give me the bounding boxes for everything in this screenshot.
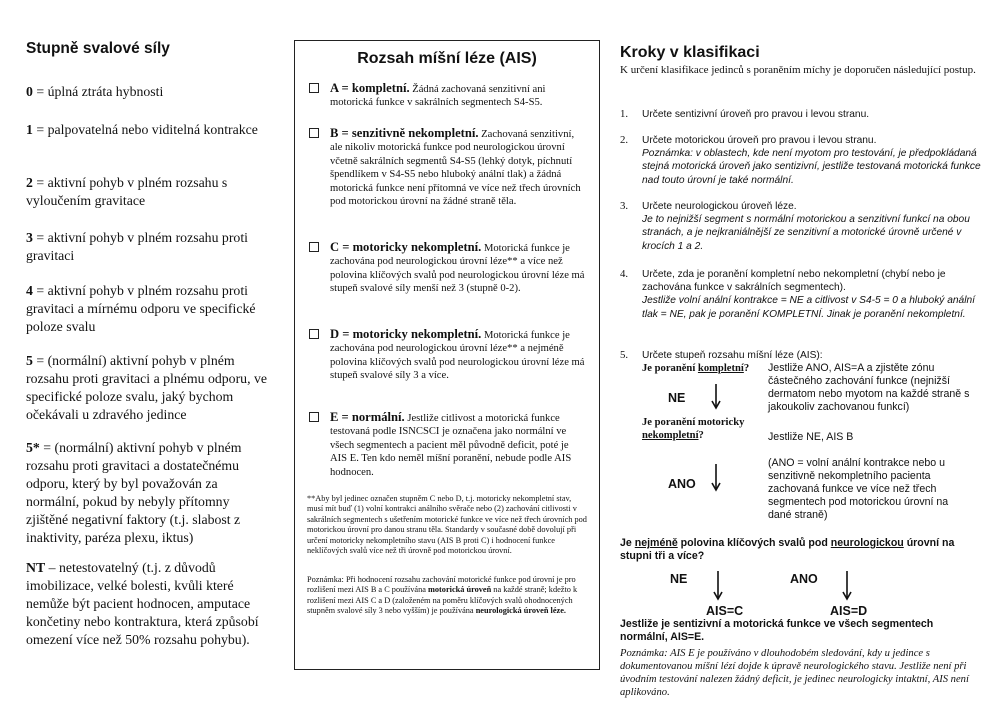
grade-key: 2 bbox=[26, 175, 33, 190]
q-text: úrovní na stupni tři a více? bbox=[620, 537, 955, 562]
grade-key: 3 bbox=[26, 230, 33, 245]
step-note: Je to nejnižší segment s normální motorickou a senzitivní funkcí na obou stranách, a je nejkraniálnější ze senzitivní a motorické úrovně určené v krocích 1 a 2. bbox=[642, 214, 970, 252]
grade-key: 4 bbox=[26, 283, 33, 298]
step-text: Určete neurologickou úroveň léze. bbox=[642, 201, 797, 212]
question-motor-incomplete bbox=[642, 416, 762, 442]
grade-4 bbox=[26, 282, 274, 336]
muscle-grades-title: Stupně svalové síly bbox=[26, 40, 170, 57]
q-underlined: kompletní bbox=[697, 363, 744, 374]
step-4 bbox=[620, 268, 982, 321]
grade-text: = aktivní pohyb v plném rozsahu s vyloučením gravitace bbox=[26, 175, 228, 208]
grade-5-star bbox=[26, 439, 274, 547]
ais-item-a bbox=[309, 82, 587, 110]
checkbox[interactable] bbox=[309, 412, 319, 422]
grade-3 bbox=[26, 229, 274, 265]
checkbox[interactable] bbox=[309, 329, 319, 339]
answer-ne-2: NE bbox=[670, 572, 688, 586]
ano-definition-note: (ANO = volní anální kontrakce nebo u senzitivně nekompletního pacienta zachovaná funkce ve více než třech segmentech pod motorickou úrovní na dané straně) bbox=[768, 457, 949, 521]
step-text: Určete stupeň rozsahu míšní léze (AIS): bbox=[642, 350, 823, 361]
q-text: polovina klíčových svalů pod bbox=[677, 537, 831, 549]
ais-item-head: C = motoricky nekompletní. bbox=[330, 240, 482, 254]
q-underlined: nekompletní bbox=[642, 430, 699, 441]
grade-text: – netestovatelný (t.j. z důvodů imobilizace, velké bolesti, kvůli které nemůže být pacient hodnocen, amputace končetiny nebo kontraktura, která způsobí omezení více než 50% rozsahu pohybu). bbox=[26, 560, 259, 647]
note-bold: motorická úroveň bbox=[427, 585, 492, 595]
ais-item-head: B = senzitivně nekompletní. bbox=[330, 126, 479, 140]
grade-key: 1 bbox=[26, 122, 33, 137]
step-text: Určete, zda je poranění kompletní nebo nekompletní (chybí nebo je zachována funkce v sakrálních segmentech). bbox=[642, 269, 946, 294]
grade-key: 5* bbox=[26, 440, 40, 455]
note-text: Poznámka: Při hodnocení rozsahu zachování motorické funkce pod úrovní je pro rozlišení mezi AIS B a C používána bbox=[307, 575, 576, 595]
step-number: 3. bbox=[620, 200, 629, 212]
steps-intro: K určení klasifikace jedinců s poraněním míchy je doporučen následující postup. bbox=[620, 64, 976, 76]
q-text: ? bbox=[698, 430, 704, 441]
result-ais-d: AIS=D bbox=[830, 604, 868, 618]
grade-text: = úplná ztráta hybnosti bbox=[32, 84, 164, 99]
classification-steps-column bbox=[620, 44, 982, 698]
note-text: na každé straně; kdežto k rozlišení mezi AIS C a D (založeném na poměru klíčových svalů ohodnocených stupněm svalové síly 3 nebo vyšším) je používána bbox=[307, 585, 578, 616]
q-text: Je poranění motoricky bbox=[642, 417, 745, 428]
step-note: Poznámka: v oblastech, kde není myotom pro testování, je předpokládaná stejná motorická úroveň jako sentizivní, jestliže testovaná motorická funkce nad touto úrovní je také normální. bbox=[642, 148, 981, 186]
grade-text: = aktivní pohyb v plném rozsahu proti gravitaci bbox=[26, 230, 248, 263]
ais-item-text: Žádná zachovaná senzitivní ani motorická funkce v sakrálních segmentech S4-S5. bbox=[330, 84, 546, 109]
final-note: Poznámka: AIS E je používáno v dlouhodobém sledování, kdy u jedince s dokumentovanou míšní lézí dojde k úpravě neurologického stavu. Jestliže není při úvodním testování nalezen žádný deficit, je jedinec neurologicky intaktní, AIS není aplikováno. bbox=[620, 648, 969, 698]
q-text: ? bbox=[743, 363, 750, 374]
steps-title: Kroky v klasifikaci bbox=[620, 44, 760, 61]
answer-ano-1: ANO bbox=[668, 477, 696, 491]
grade-text: = (normální) aktivní pohyb v plném rozsahu proti gravitaci a dostatečnému odporu, který by byl považován za normální, pokud by nebyly přítomny zjištěné negativní faktory (t.j. slabost z inaktivity, paréza plexu, iktus) bbox=[26, 440, 242, 545]
result-ais-c: AIS=C bbox=[706, 604, 744, 618]
grade-text: = (normální) aktivní pohyb v plném rozsahu proti gravitaci a plnému odporu, ve specifické poloze svalu, jaký bychom očekávali u zdravého jedince bbox=[26, 353, 267, 422]
grade-key: 5 bbox=[26, 353, 33, 368]
step-number: 1. bbox=[620, 108, 629, 120]
ais-title: Rozsah míšní léze (AIS) bbox=[357, 50, 537, 67]
grade-key: NT bbox=[26, 560, 46, 575]
ais-item-head: A = kompletní. bbox=[330, 81, 410, 95]
note-bold: neurologická úroveň léze. bbox=[475, 606, 566, 616]
grade-text: = aktivní pohyb v plném rozsahu proti gravitaci a mírnému odporu ve specifické poloze svalu bbox=[26, 283, 256, 334]
q-underlined: neurologickou bbox=[830, 537, 904, 549]
grade-nt bbox=[26, 559, 274, 649]
step-text: Určete motorickou úroveň pro pravou i levou stranu. bbox=[642, 135, 877, 146]
ais-item-head: D = motoricky nekompletní. bbox=[330, 327, 482, 341]
muscle-grades-column bbox=[26, 40, 274, 647]
step-number: 5. bbox=[620, 349, 629, 361]
step-note: Jestliže volní anální kontrakce = NE a citlivost v S4-5 = 0 a hluboký anální tlak = NE, pak je poranění KOMPLETNÍ. Jinak je poranění nekompletní. bbox=[642, 295, 975, 320]
step-number: 2. bbox=[620, 134, 629, 146]
ais-footnote-1: **Aby byl jedinec označen stupněm C nebo D, t.j. motoricky nekompletní stav, musí mít buď (1) volní kontrakci análního svěrače nebo (2) zachování citlivosti v sakrálních segmentech s ušetřením motorické funkce ve více než třech úrovních pod motorickou úrovní pro danou stranu těla. Standardy v současné době dovolují při určení motoricky nekompletního stavu (AIS B proti C) i hodnocení funkce neklíčových svalů více než tři úrovně pod motorickou úrovní. bbox=[307, 494, 587, 556]
checkbox[interactable] bbox=[309, 128, 319, 138]
q-text: Je bbox=[620, 537, 635, 549]
step-1 bbox=[620, 108, 982, 121]
ais-item-text: Jestliže citlivost a motorická funkce testovaná podle ISNCSCI je označena jako normální ve všech segmentech a pacient měl původně deficit, poté je AIS E. Ten kdo neměl míšní poranění, nebude podle AIS hodnocen. bbox=[330, 413, 572, 478]
answer-ano-2: ANO bbox=[790, 572, 818, 586]
grade-0 bbox=[26, 83, 274, 101]
checkbox[interactable] bbox=[309, 83, 319, 93]
q-text: Je poranění bbox=[642, 363, 698, 374]
final-ais-e: Jestliže je sentizivní a motorická funkce ve všech segmentech normální, AIS=E. bbox=[620, 618, 934, 643]
answer-ne-1: NE bbox=[668, 391, 686, 405]
ais-item-head: E = normální. bbox=[330, 410, 405, 424]
step-3 bbox=[620, 200, 982, 253]
ais-item-b bbox=[309, 127, 587, 208]
ais-item-e bbox=[309, 411, 587, 479]
motor-incomplete-no-note: Jestliže NE, AIS B bbox=[768, 431, 854, 443]
ais-item-text: Motorická funkce je zachována pod neurologickou úrovní léze** a více než polovina klíčových svalů pod neurologickou úrovní léze má stupeň svalové síly menší než 3 (stupně 0-2). bbox=[330, 243, 585, 295]
ais-footnote-2 bbox=[307, 575, 589, 617]
grade-text: = palpovatelná nebo viditelná kontrakce bbox=[32, 122, 258, 137]
grade-5 bbox=[26, 352, 274, 424]
ais-item-c bbox=[309, 241, 587, 296]
grade-2 bbox=[26, 174, 274, 210]
ais-item-d bbox=[309, 328, 587, 383]
step-2 bbox=[620, 134, 982, 187]
q-underlined: nejméně bbox=[634, 537, 678, 549]
grade-key: 0 bbox=[26, 84, 33, 99]
grade-1 bbox=[26, 121, 274, 139]
ais-box bbox=[294, 40, 600, 670]
step-text: Určete sentizivní úroveň pro pravou i levou stranu. bbox=[642, 109, 870, 120]
complete-yes-note: Jestliže ANO, AIS=A a zjistěte zónu částečného zachování funkce (nejnižší dermatom nebo myotom na každé straně s jakoukoliv zachovanou funkcí) bbox=[768, 362, 970, 413]
checkbox[interactable] bbox=[309, 242, 319, 252]
ais-item-text: Zachovaná senzitivní, ale nikoliv motorická funkce pod neurologickou úrovní včetně sakrálních segmentů S4-S5 (lehký dotyk, píchnutí špendlíkem v S4-S5 nebo hluboký anální tlak) a žádná motorická funkce není přítomná ve více než třech úrovních pod motorickou úrovní na žádné straně těla. bbox=[330, 129, 581, 208]
ais-item-text: Motorická funkce je zachována pod neurologickou úrovní léze** a nejméně polovina klíčových svalů pod neurologickou úrovní léze má stupeň svalové síly 3 a více. bbox=[330, 330, 585, 382]
step-5 bbox=[620, 349, 982, 362]
question-complete bbox=[642, 362, 749, 375]
question-half-key-muscles bbox=[620, 537, 982, 563]
step-number: 4. bbox=[620, 268, 629, 280]
